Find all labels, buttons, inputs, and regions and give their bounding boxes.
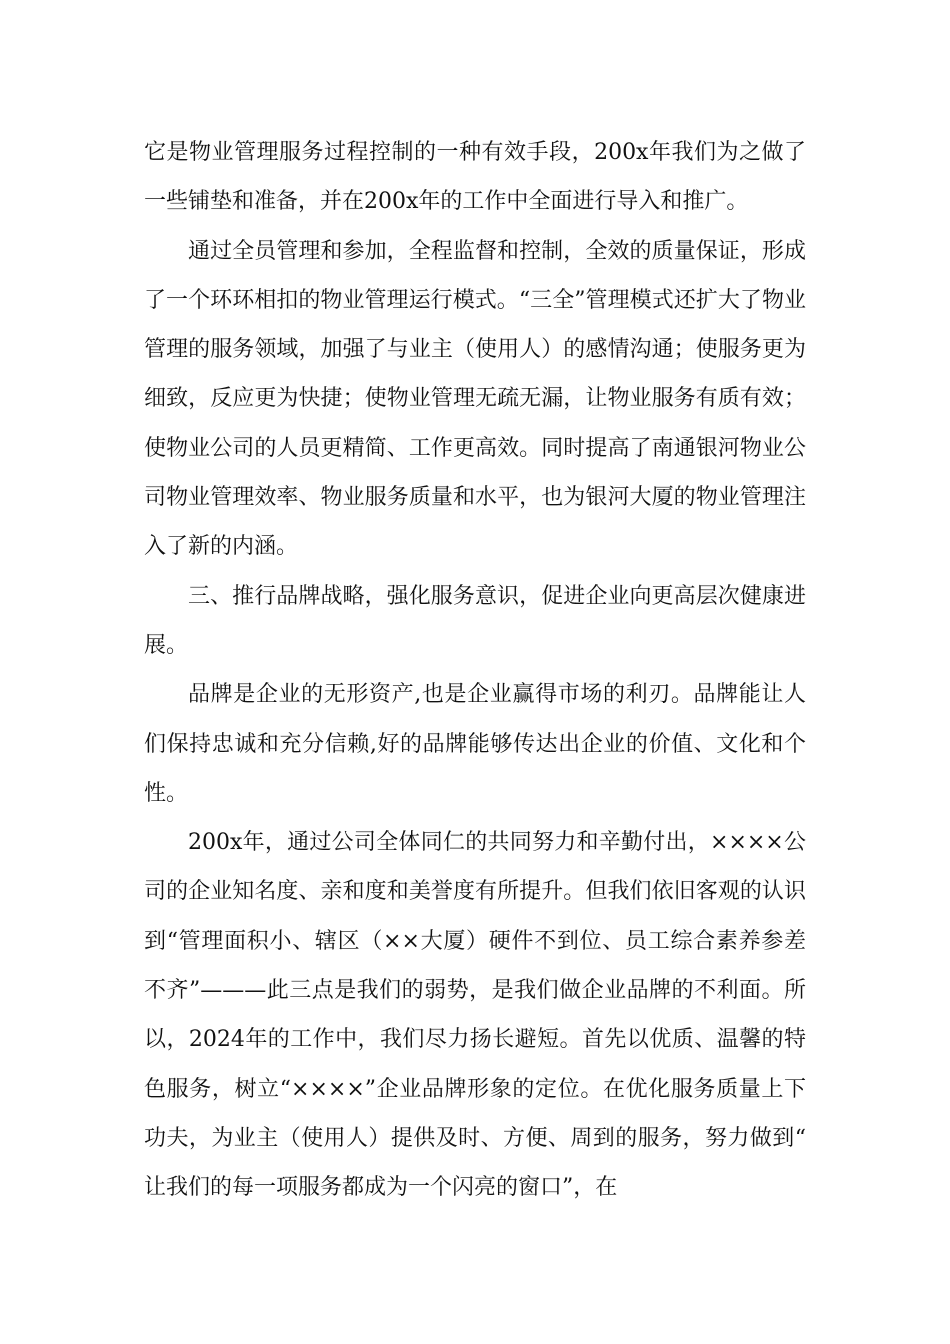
paragraph-brand-work: 200x年，通过公司全体同仁的共同努力和辛勤付出，××××公司的企业知名度、亲和度和美誉度有所提升。但我们依旧客观的认识到“管理面积小、辖区（××大厦）硬件不到位、员工综合素养参差不齐”———此三点是我们的弱势，是我们做企业品牌的不利面。所以，2024年的工作中，我们尽力扬长避短。首先以优质、温馨的特色服务，树立“××××”企业品牌形象的定位。在优化服务质量上下功夫，为业主（使用人）提供及时、方便、周到的服务，努力做到“让我们的每一项服务都成为一个闪亮的窗口”，在 — [144, 830, 806, 1201]
section-heading-brand-strategy: 三、推行品牌战略，强化服务意识，促进企业向更高层次健康进展。 — [144, 583, 806, 658]
paragraph-continuation: 它是物业管理服务过程控制的一种有效手段，200x年我们为之做了一些铺垫和准备，并在200x年的工作中全面进行导入和推广。 — [144, 140, 806, 215]
paragraph-three-all-management: 通过全员管理和参加，全程监督和控制，全效的质量保证，形成了一个环环相扣的物业管理运行模式。“三全”管理模式还扩大了物业管理的服务领域，加强了与业主（使用人）的感情沟通；使服务更为细致，反应更为快捷；使物业管理无疏无漏，让物业服务有质有效；使物业公司的人员更精简、工作更高效。同时提高了南通银河物业公司物业管理效率、物业服务质量和水平，也为银河大厦的物业管理注入了新的内涵。 — [144, 238, 806, 560]
document-body — [144, 128, 806, 1213]
paragraph-brand-definition: 品牌是企业的无形资产,也是企业赢得市场的利刃。品牌能让人们保持忠诚和充分信赖,好的品牌能够传达出企业的价值、文化和个性。 — [144, 682, 806, 806]
